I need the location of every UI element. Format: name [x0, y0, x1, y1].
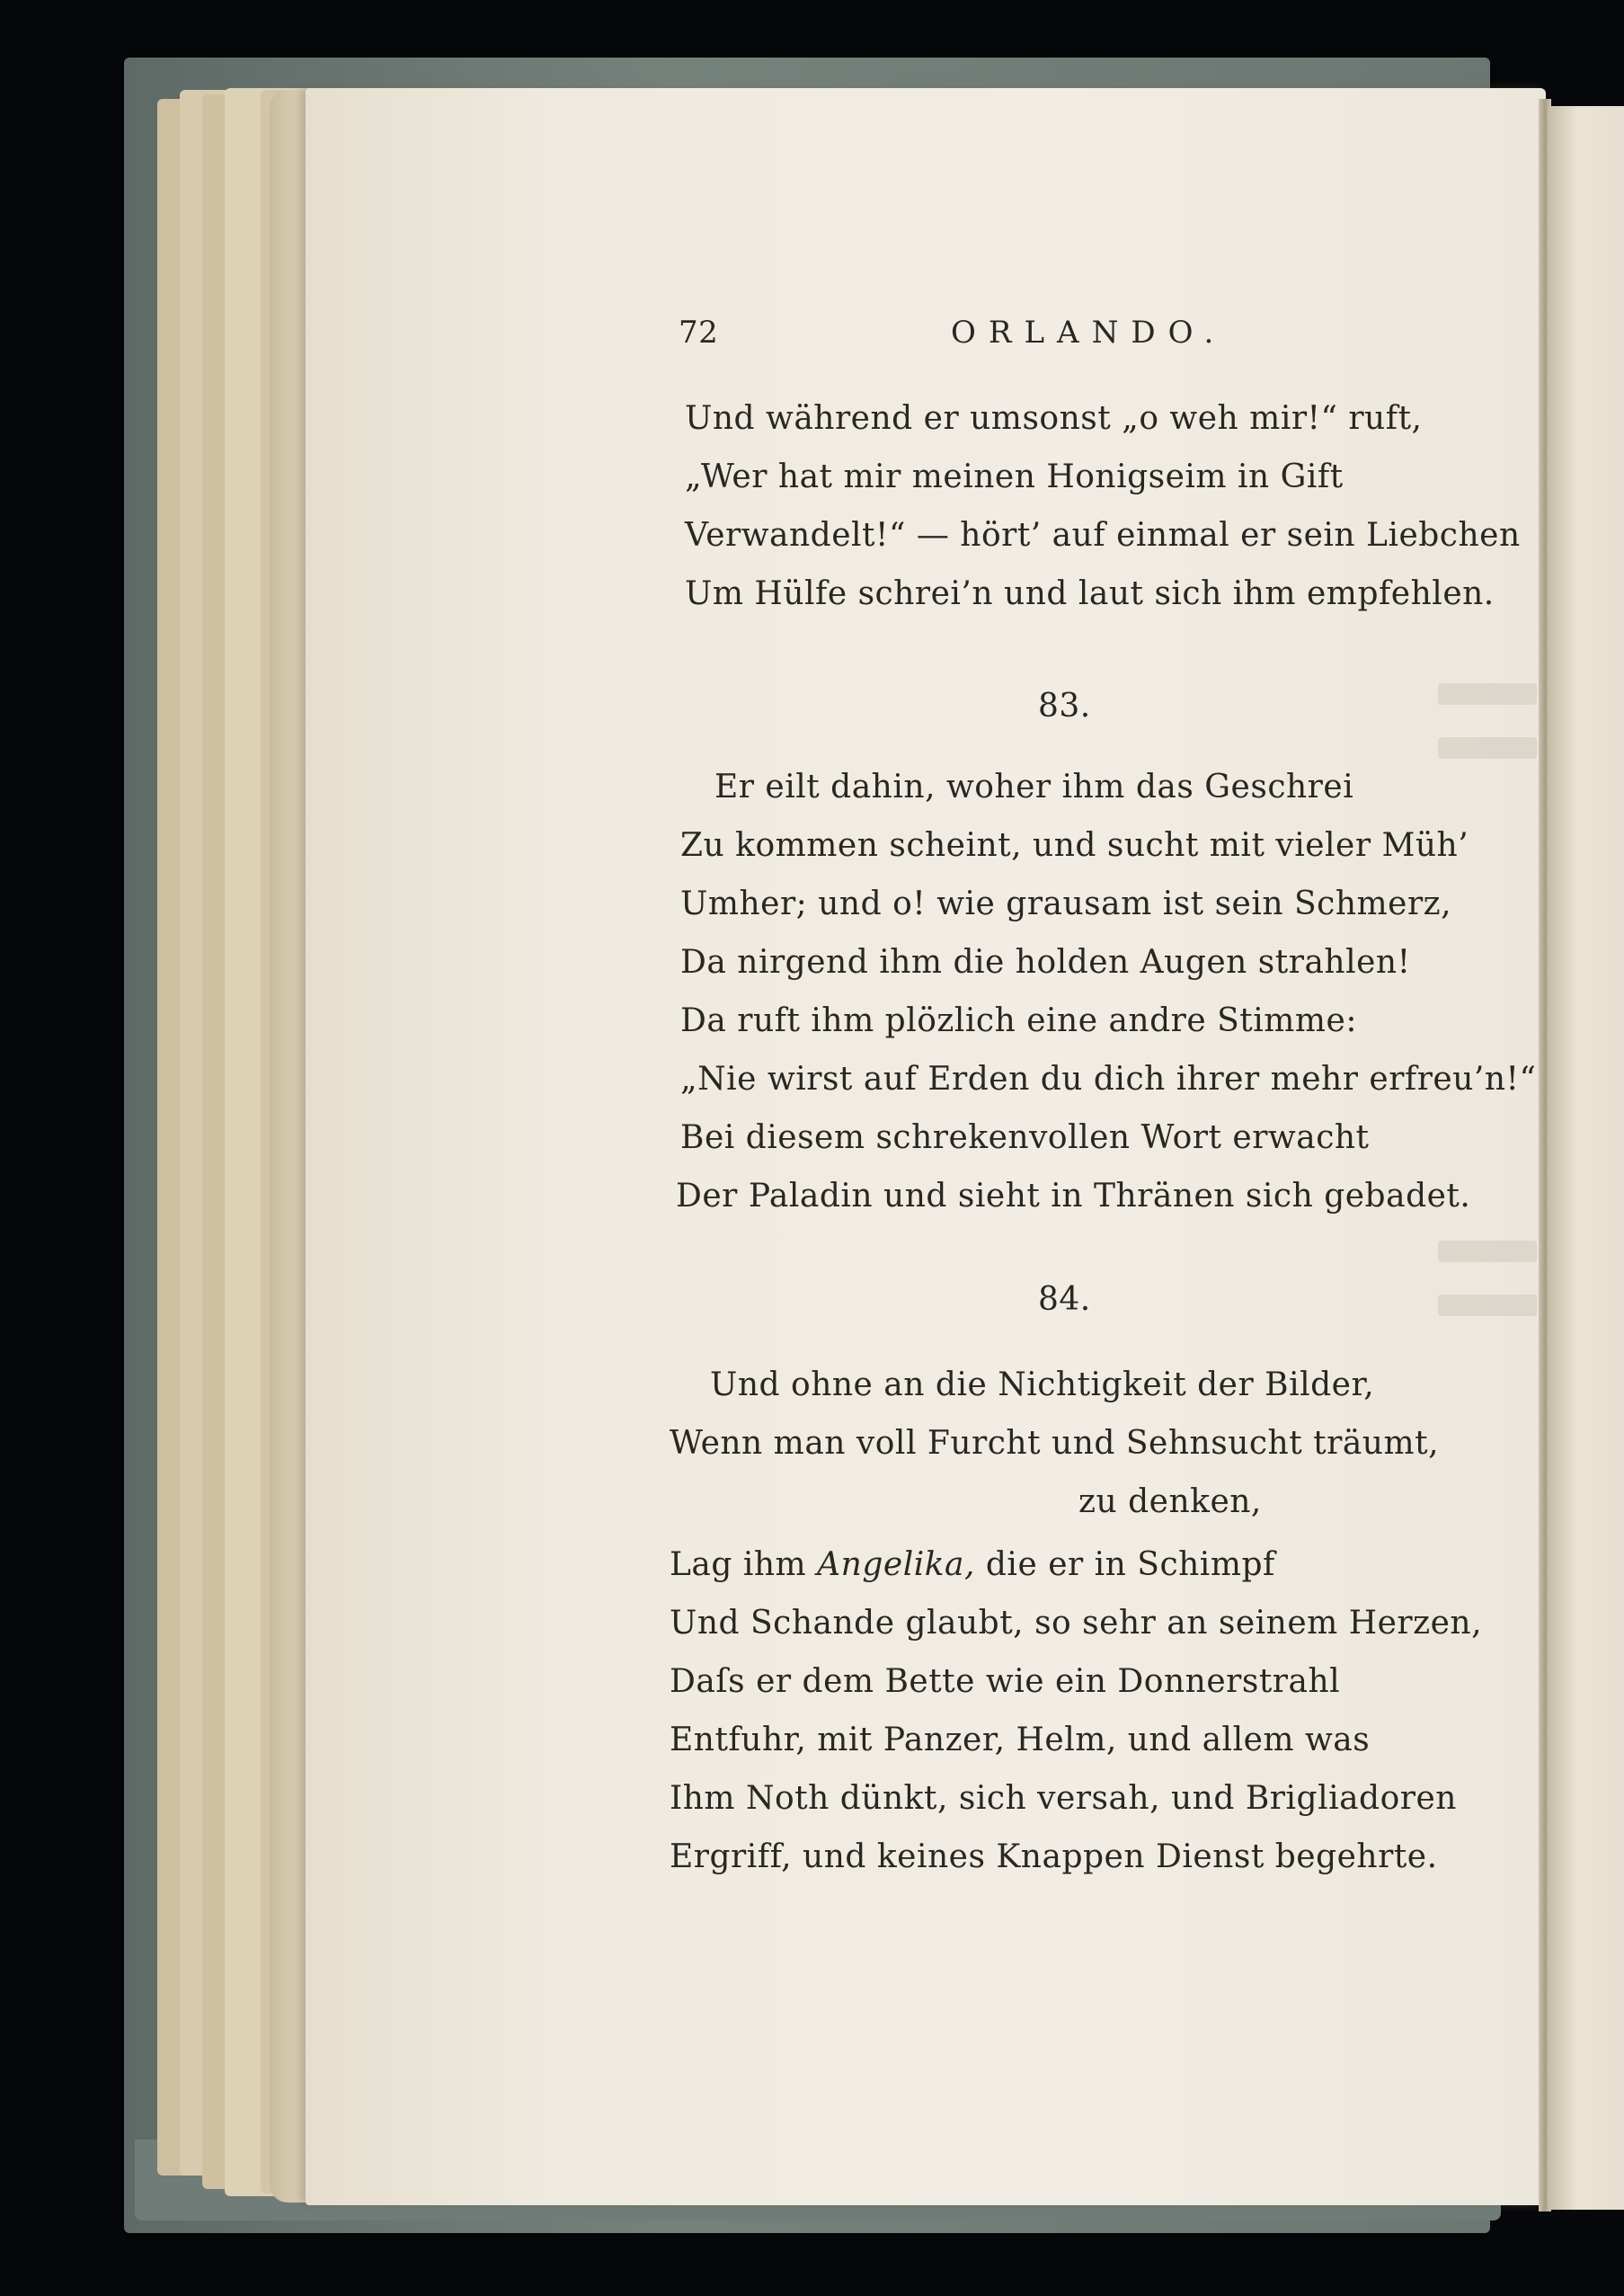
verse-line: Da nirgend ihm die holden Augen strahlen!: [680, 944, 1411, 981]
bleed-through-text: [1438, 737, 1537, 759]
verse-line: Ergriff, und keines Knappen Dienst begehrte.: [670, 1838, 1438, 1875]
verse-line: Zu kommen scheint, und sucht mit vieler Müh’: [680, 827, 1469, 864]
verse-line-continuation: zu denken,: [1078, 1483, 1262, 1520]
name-angelika: Angelika,: [817, 1546, 975, 1583]
bleed-through-text: [1438, 683, 1537, 705]
verse-line: Umher; und o! wie grausam ist sein Schmerz,: [680, 885, 1452, 922]
page-number: 72: [679, 315, 719, 351]
verse-line: Und während er umsonst „o weh mir!“ ruft,: [685, 400, 1423, 437]
verse-line: Da ruft ihm plözlich eine andre Stimme:: [680, 1002, 1357, 1039]
verse-line: Ihm Noth dünkt, sich versah, und Brigliadoren: [670, 1780, 1457, 1817]
running-title: ORLANDO.: [951, 315, 1227, 351]
verse-line: Und ohne an die Nichtigkeit der Bilder,: [710, 1366, 1375, 1403]
verse-line: Entfuhr, mit Panzer, Helm, und allem was: [670, 1722, 1371, 1758]
verse-line: Um Hülfe schrei’n und laut sich ihm empfehlen.: [685, 575, 1495, 612]
facing-page-edge: [1548, 106, 1624, 2210]
verse-line: Er eilt dahin, woher ihm das Geschrei: [714, 769, 1354, 805]
verse-line: Bei diesem schrekenvollen Wort erwacht: [680, 1119, 1370, 1156]
verse-line: Verwandelt!“ — hört’ auf einmal er sein Liebchen: [685, 517, 1521, 554]
verse-line: „Nie wirst auf Erden du dich ihrer mehr erfreu’n!“: [680, 1061, 1537, 1098]
verse-line: Und Schande glaubt, so sehr an seinem Herzen,: [670, 1605, 1483, 1642]
bleed-through-text: [1438, 1241, 1537, 1262]
verse-line: Wenn man voll Furcht und Sehnsucht träumt,: [670, 1425, 1440, 1462]
stanza-number: 84.: [1038, 1281, 1091, 1318]
stanza-number: 83.: [1038, 688, 1091, 725]
bleed-through-text: [1438, 1295, 1537, 1316]
verse-fragment: Lag ihm: [670, 1546, 807, 1583]
verse-line: Daſs er dem Bette wie ein Donnerstrahl: [670, 1663, 1341, 1700]
verse-fragment: die er in Schimpf: [985, 1546, 1275, 1583]
verse-line: „Wer hat mir meinen Honigseim in Gift: [685, 458, 1344, 495]
verse-line: [670, 1546, 1275, 1583]
verse-line: Der Paladin und sieht in Thränen sich gebadet.: [676, 1178, 1471, 1215]
